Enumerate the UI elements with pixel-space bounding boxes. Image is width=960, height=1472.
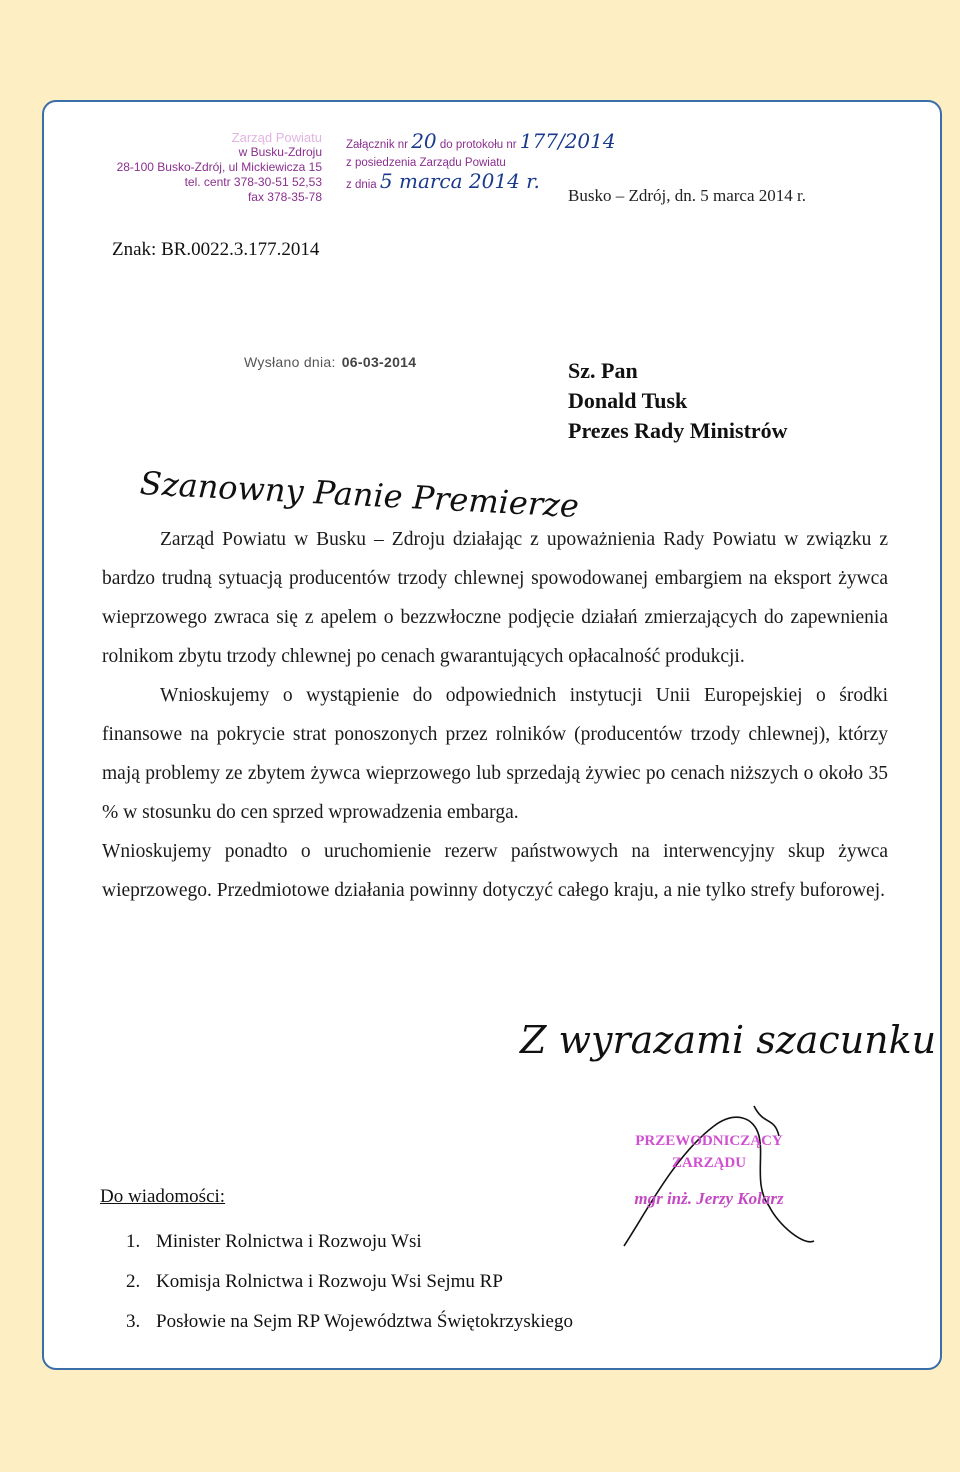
protocol-meeting-label: z posiedzenia Zarządu Powiatu bbox=[346, 157, 506, 169]
stamp-line: w Busku-Zdroju bbox=[238, 145, 322, 159]
sent-stamp bbox=[244, 354, 416, 370]
stamp-line: tel. centr 378-30-51 52,53 bbox=[184, 175, 322, 189]
place-date: Busko – Zdrój, dn. 5 marca 2014 r. bbox=[568, 186, 806, 205]
stamp-line: fax 378-35-78 bbox=[247, 190, 322, 204]
addressee-position: Prezes Rady Ministrów bbox=[568, 418, 788, 443]
protocol-label: do protokołu nr bbox=[439, 139, 517, 151]
paragraph: Wnioskujemy o wystąpienie do odpowiednich instytucji Unii Europejskiej o środki finansowe na pokrycie strat ponoszonych przez rolników (producentów trzody chlewnej), którzy mają problemy ze zbytem żywca wieprzowego lub sprzedają żywiec po cenach niższych o około 35 % w stosunku do cen sprzed wprowadzenia embarga. bbox=[102, 685, 888, 823]
address-stamp bbox=[112, 130, 322, 205]
chairman-title: PRZEWODNICZĄCY bbox=[635, 1133, 783, 1149]
sent-date: 06-03-2014 bbox=[341, 354, 417, 370]
list-item: 2. Komisja Rolnictwa i Rozwoju Wsi Sejmu RP bbox=[126, 1271, 503, 1292]
addressee-title: Sz. Pan bbox=[568, 358, 638, 383]
addressee-name: Donald Tusk bbox=[568, 388, 688, 413]
protocol-attachment-label: Załącznik nr bbox=[346, 139, 408, 151]
stamp-line: 28-100 Busko-Zdrój, ul Mickiewicza 15 bbox=[116, 160, 322, 174]
chairman-stamp bbox=[604, 1130, 814, 1210]
distribution-title: Do wiadomości: bbox=[100, 1186, 226, 1207]
closing: Z wyrazami szacunku bbox=[520, 1018, 937, 1062]
protocol-date-label: z dnia bbox=[346, 179, 377, 191]
letter-body bbox=[102, 520, 888, 910]
addressee bbox=[568, 356, 788, 446]
protocol-attachment-number: 20 bbox=[411, 129, 437, 153]
list-item: 3. Posłowie na Sejm RP Województwa Świętokrzyskiego bbox=[126, 1311, 573, 1332]
reference-number: Znak: BR.0022.3.177.2014 bbox=[112, 239, 320, 260]
distribution-list bbox=[126, 1222, 573, 1342]
chairman-body: ZARZĄDU bbox=[671, 1155, 747, 1171]
protocol-date: 5 marca 2014 r. bbox=[379, 169, 540, 193]
sent-label: Wysłano dnia: bbox=[244, 354, 336, 370]
protocol-stamp bbox=[346, 129, 616, 194]
list-item: 1. Minister Rolnictwa i Rozwoju Wsi bbox=[126, 1231, 422, 1252]
letter-page bbox=[42, 100, 942, 1370]
chairman-name: mgr inż. Jerzy Kolarz bbox=[634, 1189, 784, 1208]
protocol-number: 177/2014 bbox=[519, 129, 616, 153]
paragraph: Wnioskujemy ponadto o uruchomienie rezerw państwowych na interwencyjny skup żywca wieprzowego. Przedmiotowe działania powinny dotyczyć całego kraju, a nie tylko strefy buforowej. bbox=[102, 841, 888, 901]
stamp-line: Zarząd Powiatu bbox=[231, 130, 322, 145]
paragraph: Zarząd Powiatu w Busku – Zdroju działając z upoważnienia Rady Powiatu w związku z bardzo trudną sytuacją producentów trzody chlewnej spowodowanej embargiem na eksport żywca wieprzowego zwraca się z apelem o bezzwłoczne podjęcie działań zmierzających do zapewnienia rolnikom zbytu trzody chlewnej po cenach gwarantujących opłacalność produkcji. bbox=[102, 529, 888, 667]
salutation: Szanowny Panie Premierze bbox=[139, 464, 580, 525]
